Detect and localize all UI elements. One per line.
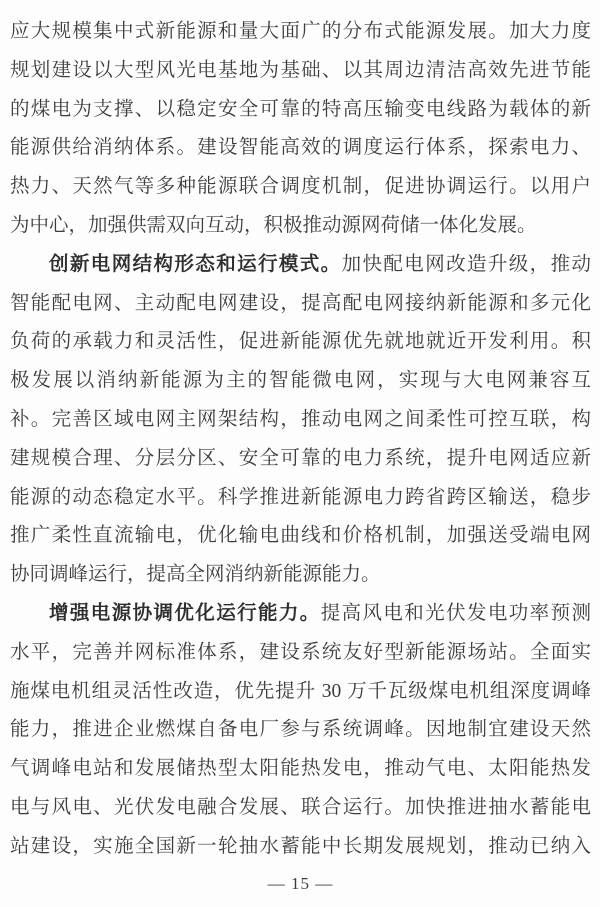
page-body-text bbox=[10, 13, 591, 867]
text-line: 的煤电为支撑、以稳定安全可靠的特高压输变电线路为载体的新 bbox=[10, 98, 591, 120]
text-line: 规划建设以大型风光电基地为基础、以其周边清洁高效先进节能 bbox=[10, 59, 591, 81]
text-line: 站建设，实施全国新一轮抽水蓄能中长期发展规划，推动已纳入 bbox=[10, 835, 591, 857]
text-line: 能源供给消纳体系。建设智能高效的调度运行体系，探索电力、 bbox=[10, 137, 591, 159]
text-line: 水平，完善并网标准体系，建设系统友好型新能源场站。全面实 bbox=[10, 641, 591, 663]
page-number: — 15 — bbox=[267, 873, 334, 893]
text-line: 热力、天然气等多种能源联合调度机制，促进协调运行。以用户 bbox=[10, 176, 591, 198]
text-line: 电与风电、光伏发电融合发展、联合运行。加快推进抽水蓄能电 bbox=[10, 796, 591, 818]
text-line: 气调峰电站和发展储热型太阳能热发电，推动气电、太阳能热发 bbox=[10, 758, 591, 780]
line-text: 加快配电网改造升级，推动 bbox=[341, 253, 591, 275]
text-line: 补。完善区域电网主网架结构，推动电网之间柔性可控互联，构 bbox=[10, 408, 591, 430]
line-text: 提高风电和光伏发电功率预测 bbox=[320, 602, 591, 624]
text-line: 协同调峰运行，提高全网消纳新能源能力。 bbox=[10, 564, 381, 586]
text-line: 负荷的承载力和灵活性，促进新能源优先就地就近开发利用。积 bbox=[10, 331, 591, 353]
text-line: 应大规模集中式新能源和量大面广的分布式能源发展。加大力度 bbox=[10, 21, 591, 42]
text-line bbox=[10, 246, 591, 285]
paragraph-lead: 增强电源协调优化运行能力。 bbox=[49, 602, 321, 624]
text-line: 推广柔性直流输电，优化输电曲线和价格机制，加强送受端电网 bbox=[10, 525, 591, 547]
text-line: 能源的动态稳定水平。科学推进新能源电力跨省跨区输送，稳步 bbox=[10, 486, 591, 508]
text-line bbox=[10, 595, 591, 634]
text-line: 极发展以消纳新能源为主的智能微电网，实现与大电网兼容互 bbox=[10, 370, 591, 392]
text-line: 能力，推进企业燃煤自备电厂参与系统调峰。因地制宜建设天然 bbox=[10, 719, 591, 741]
text-line: 为中心，加强供需双向互动，积极推动源网荷储一体化发展。 bbox=[10, 214, 537, 236]
text-line: 施煤电机组灵活性改造，优先提升 30 万千瓦级煤电机组深度调峰 bbox=[10, 680, 591, 702]
paragraph-lead: 创新电网结构形态和运行模式。 bbox=[49, 253, 342, 275]
text-line: 建规模合理、分层分区、安全可靠的电力系统，提升电网适应新 bbox=[10, 447, 591, 469]
text-line: 智能配电网、主动配电网建设，提高配电网接纳新能源和多元化 bbox=[10, 292, 591, 314]
